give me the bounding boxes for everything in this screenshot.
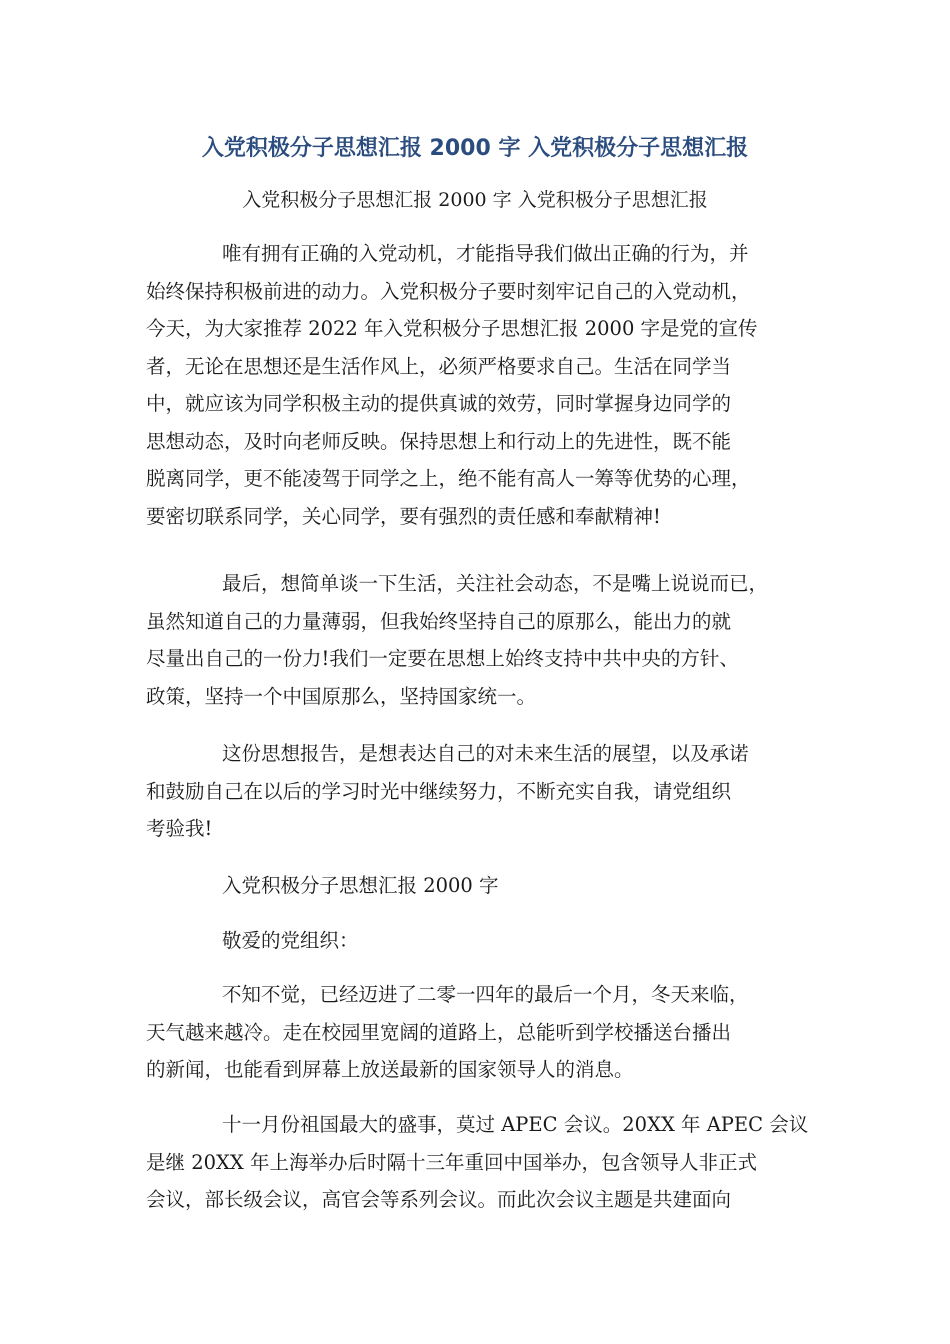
paragraph-line: 尽量出自己的一份力!我们一定要在思想上始终支持中共中央的方针、 — [146, 647, 739, 670]
paragraph-line: 的新闻，也能看到屏幕上放送最新的国家领导人的消息。 — [146, 1058, 634, 1081]
paragraph-line: 唯有拥有正确的入党动机，才能指导我们做出正确的行为，并 — [222, 242, 749, 265]
paragraph-line: 今天，为大家推荐 2022 年入党积极分子思想汇报 2000 字是党的宣传 — [146, 317, 758, 340]
paragraph-line: 虽然知道自己的力量薄弱，但我始终坚持自己的原那么，能出力的就 — [146, 609, 732, 633]
paragraph-line: 和鼓励自己在以后的学习时光中继续努力，不断充实自我，请党组织 — [146, 779, 732, 803]
paragraph-4 — [146, 867, 816, 905]
paragraph-line: 最后，想简单谈一下生活，关注社会动态，不是嘴上说说而已， — [222, 572, 769, 595]
paragraph-3 — [146, 735, 816, 848]
paragraph-1 — [146, 235, 816, 535]
paragraph-2 — [146, 565, 816, 715]
paragraph-line: 敬爱的党组织： — [222, 929, 359, 952]
paragraph-line: 政策，坚持一个中国原那么，坚持国家统一。 — [146, 684, 537, 708]
paragraph-6 — [146, 1106, 816, 1219]
salutation — [146, 922, 816, 960]
paragraph-line: 始终保持积极前进的动力。入党积极分子要时刻牢记自己的入党动机， — [146, 279, 751, 303]
paragraph-line: 脱离同学，更不能凌驾于同学之上，绝不能有高人一筹等优势的心理， — [146, 467, 751, 490]
document-subtitle: 入党积极分子思想汇报 2000 字 入党积极分子思想汇报 — [242, 189, 708, 211]
paragraph-line: 要密切联系同学，关心同学，要有强烈的责任感和奉献精神! — [146, 504, 661, 528]
paragraph-line: 十一月份祖国最大的盛事，莫过 APEC 会议。20XX 年 APEC 会议 — [222, 1113, 809, 1136]
paragraph-line: 不知不觉，已经迈进了二零一四年的最后一个月，冬天来临， — [222, 983, 749, 1006]
paragraph-line: 考验我! — [146, 817, 213, 840]
document-title: 入党积极分子思想汇报 2000 字 入党积极分子思想汇报 — [201, 136, 749, 161]
paragraph-line: 是继 20XX 年上海举办后时隔十三年重回中国举办，包含领导人非正式 — [146, 1150, 757, 1174]
paragraph-line: 天气越来越冷。走在校园里宽阔的道路上，总能听到学校播送台播出 — [146, 1020, 732, 1044]
paragraph-line: 入党积极分子思想汇报 2000 字 — [222, 874, 499, 897]
paragraph-5 — [146, 976, 816, 1089]
paragraph-line: 思想动态，及时向老师反映。保持思想上和行动上的先进性，既不能 — [146, 429, 732, 453]
paragraph-line: 者，无论在思想还是生活作风上，必须严格要求自己。生活在同学当 — [146, 354, 732, 378]
paragraph-line: 中，就应该为同学积极主动的提供真诚的效劳，同时掌握身边同学的 — [146, 392, 732, 415]
paragraph-line: 会议，部长级会议，高官会等系列会议。而此次会议主题是共建面向 — [146, 1188, 732, 1211]
paragraph-line: 这份思想报告，是想表达自己的对未来生活的展望，以及承诺 — [222, 742, 749, 765]
